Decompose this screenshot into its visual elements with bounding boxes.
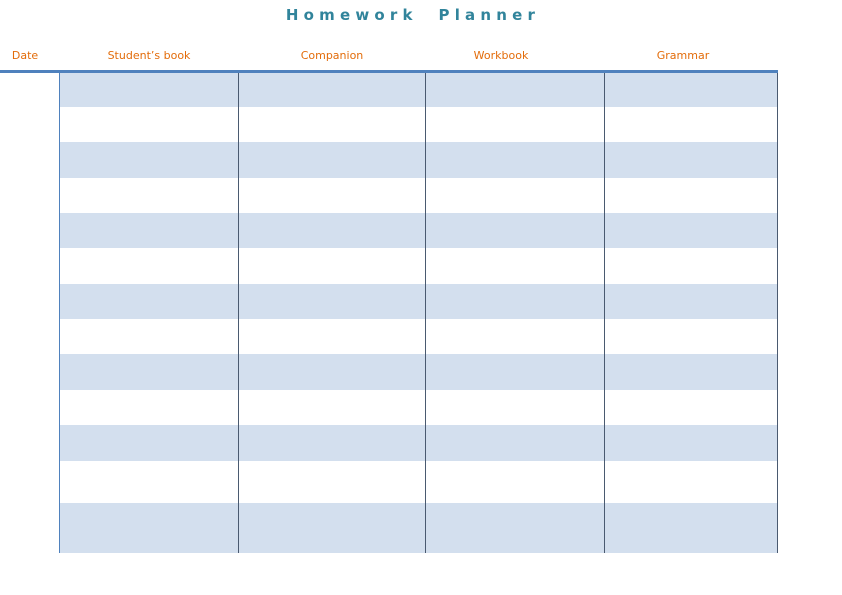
planner-row[interactable] bbox=[59, 354, 778, 390]
column-divider bbox=[238, 73, 239, 553]
planner-row[interactable] bbox=[59, 178, 778, 213]
column-divider bbox=[425, 73, 426, 553]
planner-row[interactable] bbox=[59, 503, 778, 553]
planner-row[interactable] bbox=[59, 319, 778, 354]
planner-row[interactable] bbox=[59, 390, 778, 425]
column-header-companion: Companion bbox=[300, 49, 364, 62]
column-divider bbox=[59, 73, 60, 553]
planner-row[interactable] bbox=[59, 461, 778, 503]
planner-row[interactable] bbox=[59, 425, 778, 461]
column-divider bbox=[604, 73, 605, 553]
planner-row[interactable] bbox=[59, 142, 778, 178]
column-header-students-book: Student’s book bbox=[107, 49, 191, 62]
planner-row[interactable] bbox=[59, 73, 778, 107]
planner-row[interactable] bbox=[59, 213, 778, 248]
planner-row[interactable] bbox=[59, 107, 778, 142]
column-header-grammar: Grammar bbox=[656, 49, 710, 62]
planner-grid bbox=[59, 73, 778, 553]
column-divider bbox=[777, 73, 778, 553]
planner-row[interactable] bbox=[59, 284, 778, 319]
column-header-workbook: Workbook bbox=[473, 49, 529, 62]
page-title: Homework Planner bbox=[285, 6, 541, 24]
column-header-date: Date bbox=[11, 49, 39, 62]
planner-row[interactable] bbox=[59, 248, 778, 284]
